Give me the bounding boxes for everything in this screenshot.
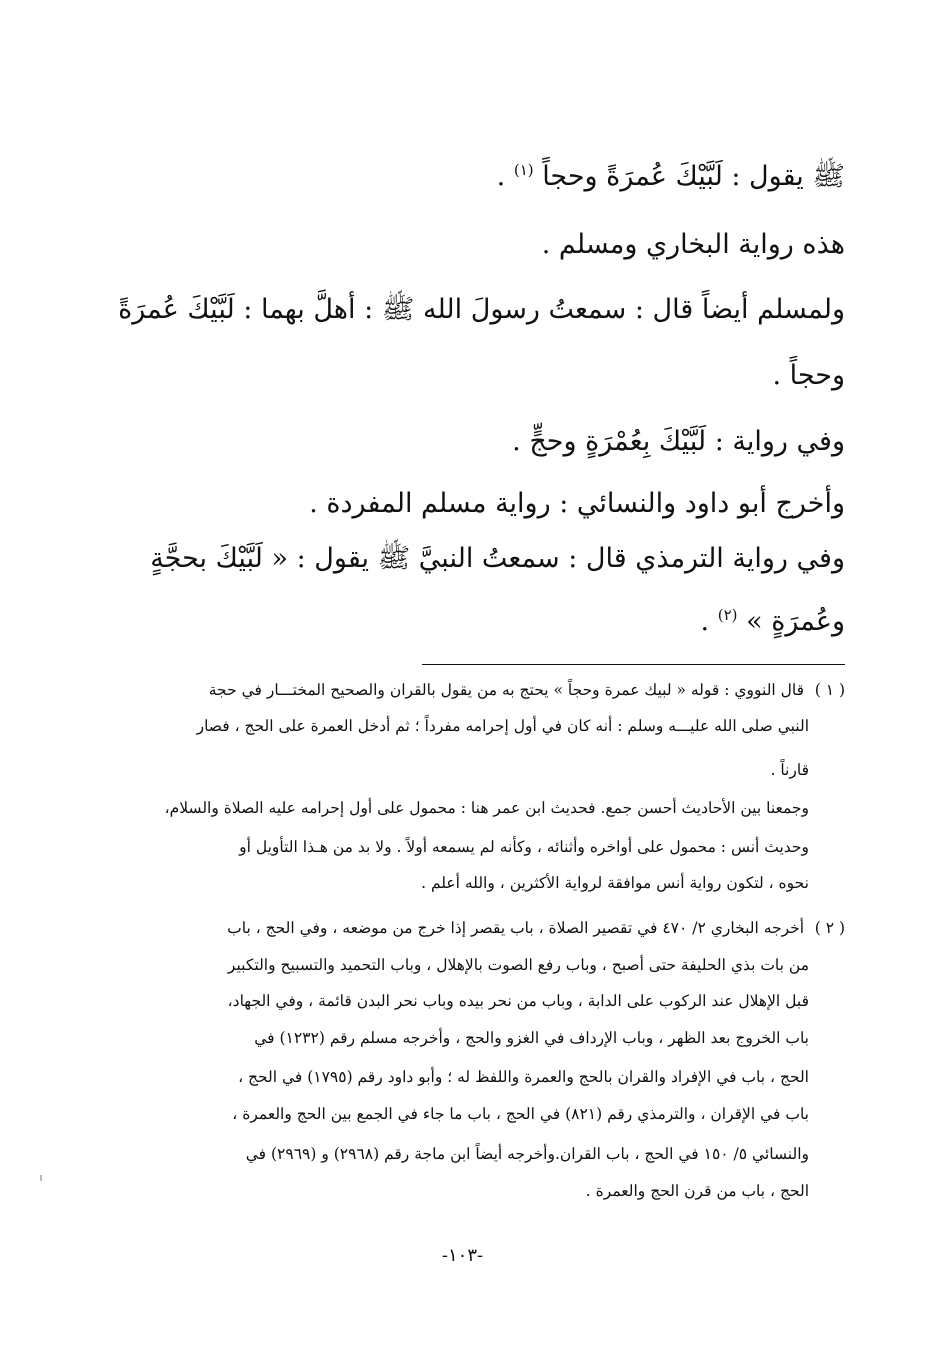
footnote-2-line: [100, 921, 845, 937]
main-line-3: ولمسلم أيضاً قال : سمعتُ رسولَ الله ﷺ : أهلَّ بهما : لَبَّيْكَ عُمرَةً: [118, 294, 845, 325]
main-line-1-text: ﷺ يقول : لَبَّيْكَ عُمرَةً وحجاً: [542, 161, 845, 192]
main-line-8-end: .: [700, 606, 710, 637]
main-line-4: وحجاً .: [772, 360, 845, 391]
footnote-2-line: من بات بذي الحليفة حتى أصبح ، وباب رفع الصوت بالإهلال ، وباب التحميد والتسبيح والتكبير: [227, 956, 809, 974]
footnote-2-line: باب الخروج بعد الظهر ، وباب الإرداف في الغزو والحج ، وأخرجه مسلم رقم (١٢٣٢) في: [254, 1029, 809, 1047]
main-line-1: [110, 163, 845, 190]
footnote-2-line: والنسائي ٥/ ١٥٠ في الحج ، باب القران.وأخرجه أيضاً ابن ماجة رقم (٢٩٦٨) و (٢٩٦٩) في: [245, 1145, 809, 1163]
main-line-8: [110, 608, 845, 635]
main-line-7: وفي رواية الترمذي قال : سمعتُ النبيَّ ﷺ يقول : « لَبَّيْكَ بحجَّةٍ: [150, 543, 845, 574]
footnote-1-line: النبي صلى الله عليـــه وسلم : أنه كان في أول إحرامه مفرداً ؛ ثم أدخل العمرة على الحج ، فصار: [196, 717, 809, 735]
footnote-1-text: قال النووي : قوله « لبيك عمرة وحجاً » يحتج به من يقول بالقران والصحيح المختـــار في حجة: [208, 681, 805, 699]
main-line-8-text: وعُمرَةٍ »: [746, 606, 845, 637]
main-line-5: وفي رواية : لَبَّيْكَ بِعُمْرَةٍ وحجٍّ .: [512, 426, 845, 457]
page-number: -١٠٣-: [441, 1245, 484, 1266]
footnote-2-line: الحج ، باب من قرن الحج والعمرة .: [585, 1182, 809, 1200]
footnote-2-text: أخرجه البخاري ٢/ ٤٧٠ في تقصير الصلاة ، باب يقصر إذا خرج من موضعه ، وفي الحج ، باب: [227, 919, 805, 937]
footnote-1-line: [100, 683, 845, 699]
main-line-6: وأخرج أبو داود والنسائي : رواية مسلم المفردة .: [309, 488, 845, 519]
footnote-2-number: ( ٢ ): [814, 919, 845, 937]
main-line-2: هذه رواية البخاري ومسلم .: [541, 229, 845, 260]
main-line-1-end: .: [496, 161, 506, 192]
scan-mark: [40, 1175, 42, 1181]
footnote-1-number: ( ١ ): [814, 681, 845, 699]
footnote-2-line: قبل الإهلال عند الركوب على الدابة ، وباب من نحر بيده وباب نحر البدن قائمة ، وفي الجهاد،: [227, 992, 809, 1010]
footnote-2-line: الحج ، باب في الإفراد والقران بالحج والعمرة واللفظ له ؛ وأبو داود رقم (١٧٩٥) في الحج ،: [238, 1068, 809, 1086]
footnote-1-line: وجمعنا بين الأحاديث أحسن جمع. فحديث ابن عمر هنا : محمول على أول إحرامه عليه الصلاة والسلام،: [164, 799, 809, 817]
footnote-2-line: باب في الإقران ، والترمذي رقم (٨٢١) في الحج ، باب ما جاء في الجمع بين الحج والعمرة ،: [232, 1105, 809, 1123]
footnote-1-line: قارناً .: [770, 761, 809, 779]
footnote-separator: [422, 664, 845, 665]
footnote-ref-1[interactable]: (١): [513, 161, 534, 179]
footnote-ref-2[interactable]: (٢): [717, 606, 738, 624]
footnote-1-line: وحديث أنس : محمول على أواخره وأثنائه ، وكأنه لم يسمعه أولاً . ولا بد من هـذا التأويل أو: [239, 838, 809, 856]
footnote-1-line: نحوه ، لتكون رواية أنس موافقة لرواية الأكثرين ، والله أعلم .: [421, 874, 809, 892]
